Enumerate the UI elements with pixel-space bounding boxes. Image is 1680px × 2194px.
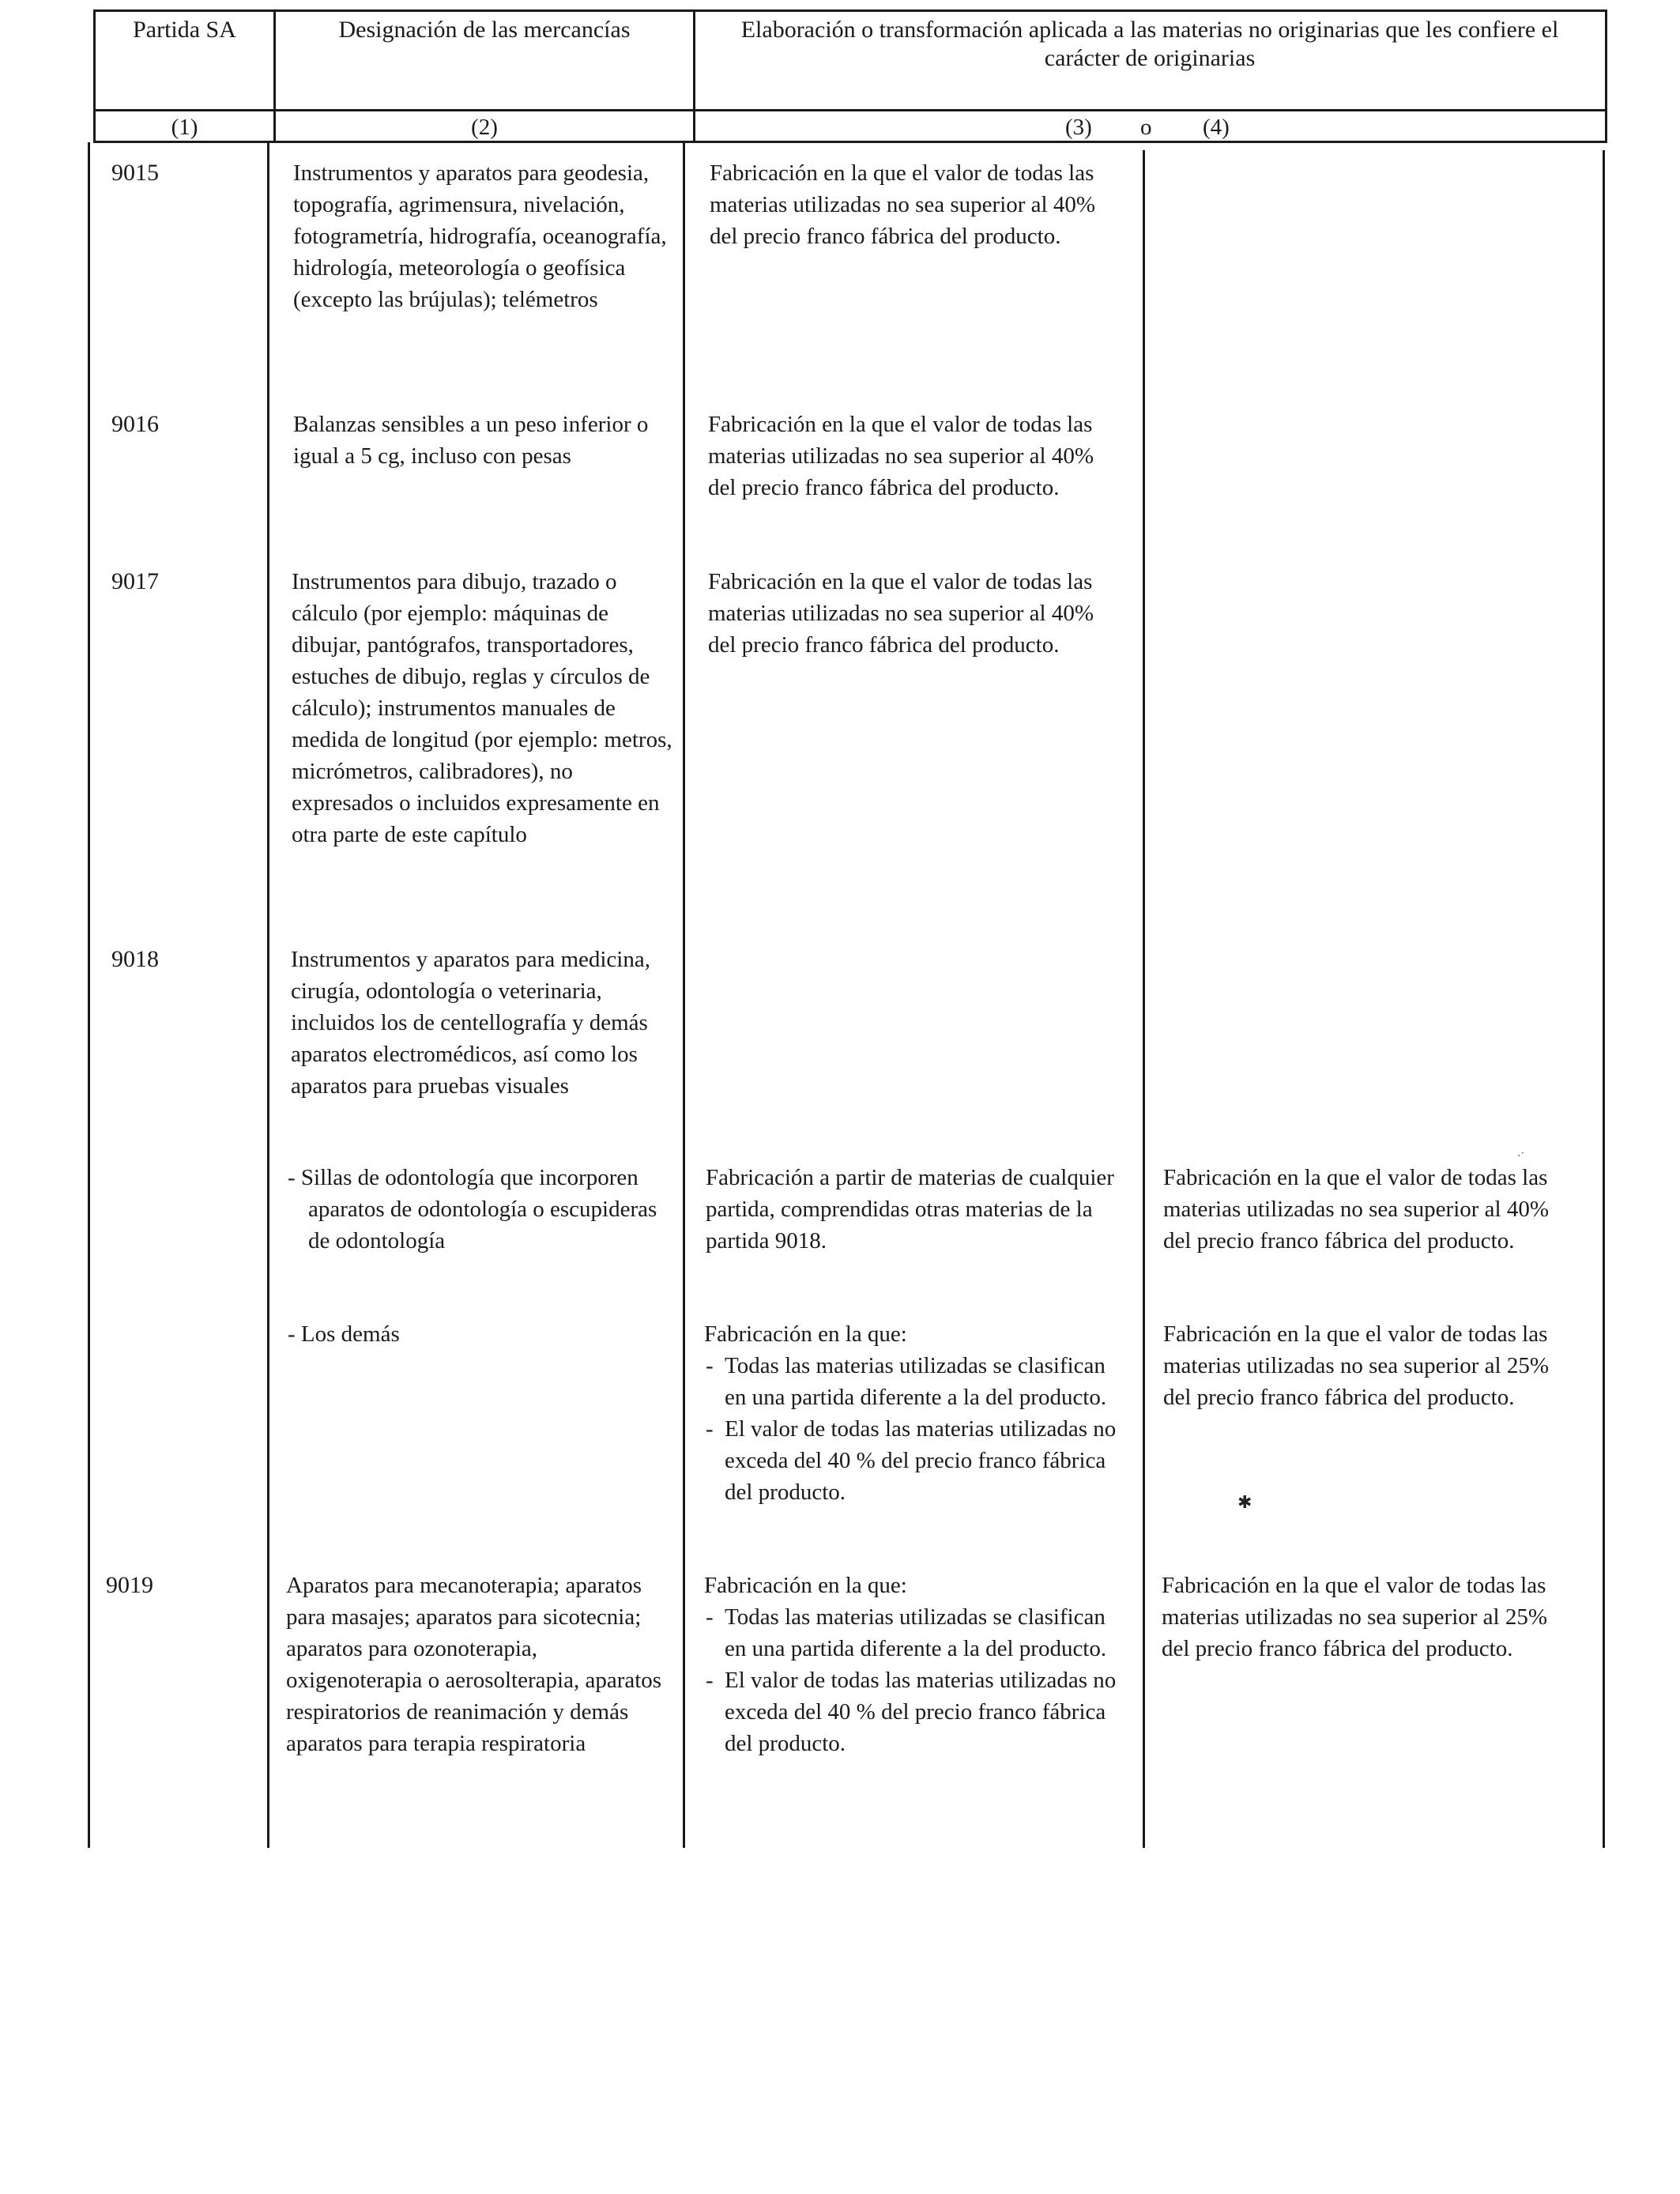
column-number-or: o xyxy=(1140,115,1152,140)
rule-list xyxy=(704,1350,1123,1508)
row-description: Instrumentos y aparatos para medicina, cirugía, odontología o veterinaria, incluidos los de centellografía y demás aparatos electromédicos, así como los aparatos para pruebas visuales xyxy=(291,947,650,1099)
column-number-3: (3) xyxy=(1065,115,1092,140)
row-rule-col3: Fabricación a partir de materias de cualquier partida, comprendidas otras materias de la partida 9018. xyxy=(706,1165,1114,1253)
row-code: 9015 xyxy=(111,160,159,186)
row-code: 9017 xyxy=(111,568,159,594)
rule-intro: Fabricación en la que: xyxy=(704,1321,907,1347)
row-description: Instrumentos y aparatos para geodesia, topografía, agrimensura, nivelación, fotogrametría, hidrografía, oceanografía, hidrología, meteorología o geofísica (excepto las brújulas); telémetros xyxy=(293,160,667,312)
scan-speck: ·˙ xyxy=(1517,1151,1525,1163)
rule-list xyxy=(704,1601,1123,1759)
column-number-1: (1) xyxy=(171,115,198,140)
row-code: 9018 xyxy=(111,946,159,972)
column-header-partida: Partida SA xyxy=(133,17,236,43)
row-rule-col4: Fabricación en la que el valor de todas las materias utilizadas no sea superior al 25% del precio franco fábrica del producto. xyxy=(1163,1321,1550,1410)
row-description: - Los demás xyxy=(288,1321,400,1347)
rule-list-item: - Todas las materias utilizadas se clasifican en una partida diferente a la del producto. xyxy=(704,1350,1123,1413)
rule-list-item: - El valor de todas las materias utilizadas no exceda del 40 % del precio franco fábrica del producto. xyxy=(704,1664,1123,1759)
rule-intro: Fabricación en la que: xyxy=(704,1573,907,1598)
row-rule-col3 xyxy=(704,1570,1123,1759)
row-rule-col4: Fabricación en la que el valor de todas las materias utilizadas no sea superior al 25% del precio franco fábrica del producto. xyxy=(1162,1573,1548,1661)
row-description: Instrumentos para dibujo, trazado o cálculo (por ejemplo: máquinas de dibujar, pantógrafos, transportadores, estuches de dibujo, reglas y círculos de cálculo); instrumentos manuales de medida de longitud (por ejemplo: metros, micrómetros, calibradores), no expresados o incluidos expresamente en otra parte de este capítulo xyxy=(292,569,672,847)
row-rule-col3: Fabricación en la que el valor de todas las materias utilizadas no sea superior al 40% del precio franco fábrica del producto. xyxy=(708,412,1094,500)
column-header-designacion: Designación de las mercancías xyxy=(338,17,631,43)
row-rule-col4: Fabricación en la que el valor de todas las materias utilizadas no sea superior al 40% del precio franco fábrica del producto. xyxy=(1163,1165,1550,1253)
rule-list-item: - El valor de todas las materias utilizadas no exceda del 40 % del precio franco fábrica del producto. xyxy=(704,1413,1123,1508)
scan-speck: ✱ xyxy=(1237,1492,1252,1512)
row-description: - Sillas de odontología que incorporen aparatos de odontología o escupideras de odontología xyxy=(288,1165,657,1253)
column-header-elaboracion: Elaboración o transformación aplicada a las materias no originarias que les confiere el carácter de originarias xyxy=(740,17,1559,71)
column-number-2: (2) xyxy=(471,115,498,140)
column-number-4: (4) xyxy=(1203,115,1230,140)
row-rule-col3 xyxy=(704,1318,1123,1508)
row-code: 9016 xyxy=(111,411,159,437)
row-rule-col3: Fabricación en la que el valor de todas las materias utilizadas no sea superior al 40% del precio franco fábrica del producto. xyxy=(710,160,1096,249)
row-description: Aparatos para mecanoterapia; aparatos para masajes; aparatos para sicotecnia; aparatos para ozonoterapia, oxigenoterapia o aerosolterapia, aparatos respiratorios de reanimación y demás aparatos para terapia respiratoria xyxy=(286,1573,662,1756)
rule-list-item: - Todas las materias utilizadas se clasifican en una partida diferente a la del producto. xyxy=(704,1601,1123,1664)
row-rule-col3: Fabricación en la que el valor de todas las materias utilizadas no sea superior al 40% del precio franco fábrica del producto. xyxy=(708,569,1094,658)
row-code: 9019 xyxy=(106,1572,153,1598)
row-description: Balanzas sensibles a un peso inferior o igual a 5 cg, incluso con pesas xyxy=(293,412,649,469)
